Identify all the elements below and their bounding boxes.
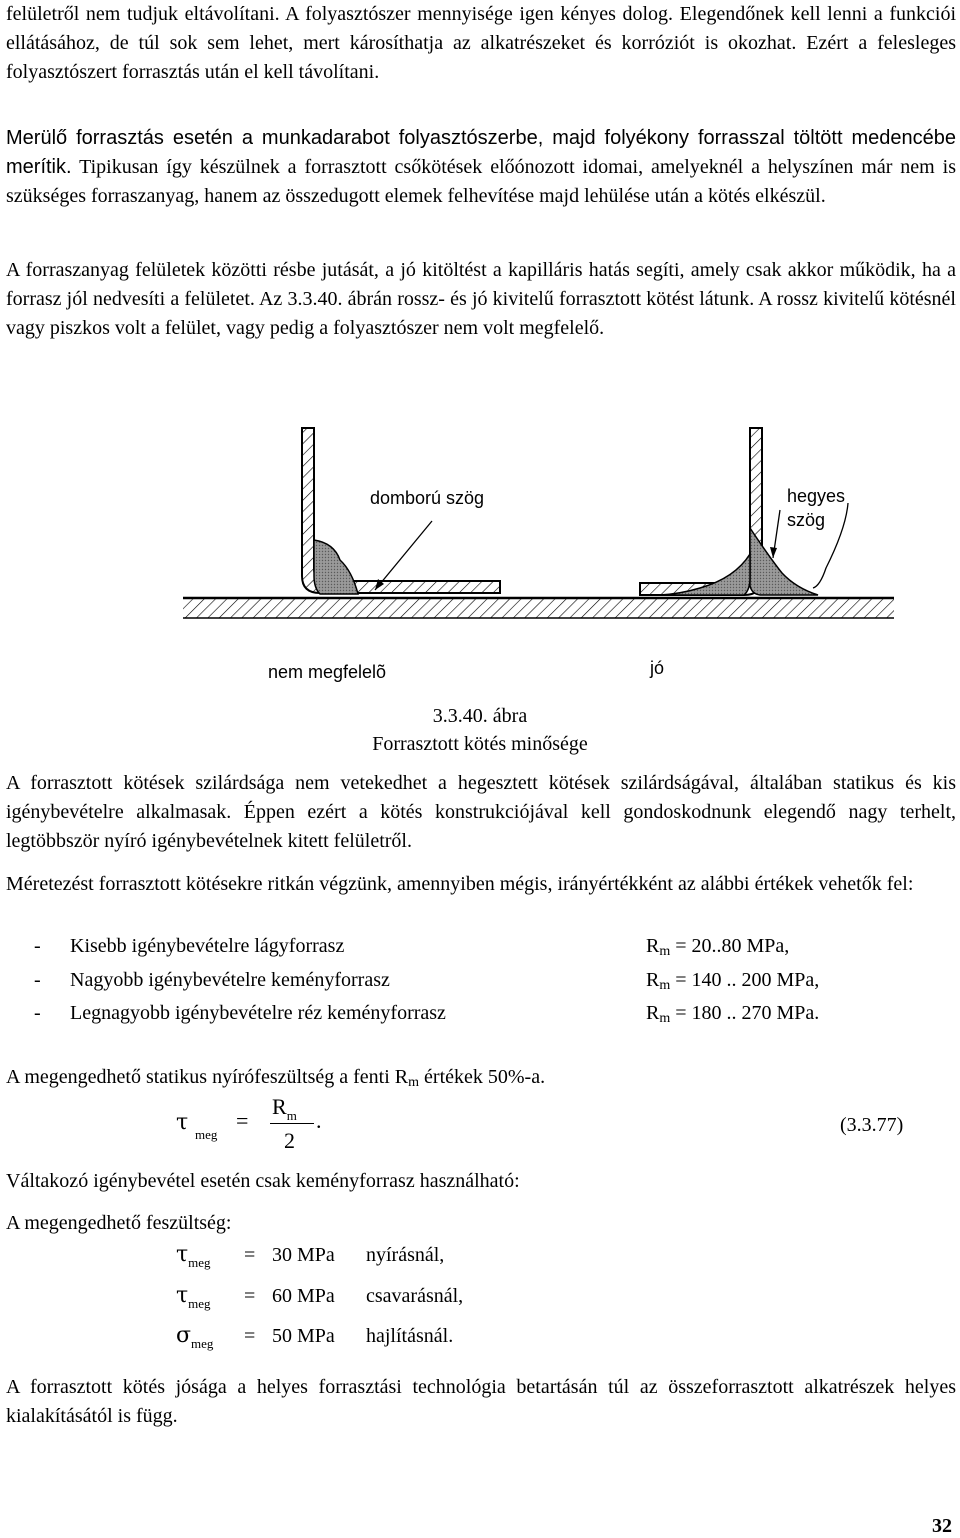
label-convex-angle: domború szög [370, 488, 485, 508]
list-item-label: Legnagyobb igénybevételre réz keményforrasz [70, 1002, 446, 1024]
eq-number: (3.3.77) [840, 1114, 904, 1136]
list-item-label: Nagyobb igénybevételre keményforrasz [70, 969, 390, 991]
page-number: 32 [932, 1515, 952, 1537]
intro-paragraph-1: felületről nem tudjuk eltávolítani. A folyasztószer mennyisége igen kényes dolog. Elegendőnek kell lenni a funkciói ellátásához, de túl sok sem lehet, mert károsíthatja az alkatrészeket és korróziót is okozhat. Ezért a felesleges folyasztószert forrasztás után el kell távolítani. [6, 3, 956, 83]
label-acute-angle-line2: szög [787, 510, 826, 530]
eq-denominator: 2 [284, 1128, 295, 1153]
eq-fraction-bar [270, 1123, 314, 1124]
label-acute-angle [787, 484, 845, 532]
eq-symbol: τ [176, 1110, 189, 1135]
base-plate [183, 598, 894, 618]
figure-caption-number: 3.3.40. ábra [432, 705, 528, 727]
eq-numerator: $R_m$ [272, 1094, 297, 1123]
label-not-appropriate: nem megfelelõ [268, 662, 387, 682]
intro-paragraph-3: A forraszanyag felületek közötti résbe jutását, a jó kitöltést a kapilláris hatás segíti, amely csak akkor működik, ha a forrasz jól nedvesíti a felületet. Az 3.3.40. ábrán rossz- és jó kivitelű forrasztott kötést látunk. A rossz kivitelű kötésnél vagy piszkos volt a felület, vagy pedig a folyasztószer nem volt megfelelő. [6, 259, 956, 339]
figure-solder-joint-quality [0, 418, 960, 718]
list-item-label: Kisebb igénybevételre lágyforrasz [70, 935, 345, 957]
eq-sub: meg [195, 1127, 218, 1142]
intro-paragraph-2 [6, 124, 956, 211]
stress-row-shear: $\tau_{meg}$ = 30 MPa nyírásnál, [176, 1242, 445, 1270]
intro-paragraph-2-rest: Tipikusan így készülnek a forrasztott csőkötések előónozott idomai, amelyeknél a helyszínen már nem is szükséges forraszanyag, hanem az összedugott elemek felhevítése majd lehülése után a kötés elkészül. [6, 156, 956, 207]
body-paragraph-strength: A forrasztott kötések szilárdsága nem vetekedhet a hegesztett kötések szilárdságával, általában statikus és kis igénybevételre alkalmasak. Éppen ezért a kötés konstrukciójával kell gondoskodnunk elegendő nagy terhelt, legtöbbször nyíró igénybevételnek kitett felületről. [6, 772, 956, 852]
body-paragraph-quality: A forrasztott kötés jósága a helyes forrasztási technológia betartásán túl az összeforrasztott alkatrészek helyes kialakításától is függ. [6, 1376, 956, 1427]
figure-caption-title: Forrasztott kötés minősége [372, 733, 588, 755]
list-item-value: $R_m = 180$ .. 270 MPa. [646, 1002, 820, 1026]
body-paragraph-sizing: Méretezést forrasztott kötésekre ritkán végzünk, amennyiben mégis, irányértékként az alábbi értékek vehetők fel: [6, 873, 914, 895]
label-acute-angle-line1: hegyes [787, 486, 846, 506]
list-item-value: $R_m = 140$ .. 200 MPa, [646, 969, 820, 993]
equation-3-3-77 [176, 1095, 956, 1157]
bad-solder-fillet [314, 540, 358, 594]
body-paragraph-allowed-stress: A megengedhető feszültség: [6, 1212, 232, 1234]
eq-dot: . [316, 1108, 322, 1133]
intro-paragraph-2-first: Merülő forrasztás esetén a munkadarabot folyasztószerbe, majd folyékony forrasszal töltött medencébe merítik. [6, 127, 956, 178]
body-paragraph-alternating: Váltakozó igénybevétel esetén csak keményforrasz használható: [6, 1170, 520, 1192]
stress-row-torsion: $\tau_{meg}$ = 60 MPa csavarásnál, [176, 1283, 464, 1311]
eq-equals: = [236, 1108, 249, 1133]
body-paragraph-shear: A megengedhető statikus nyírófeszültség a fenti $R_m$ értékek 50%-a. [6, 1066, 546, 1090]
stress-row-bending: $\sigma_{meg}$ = 50 MPa hajlításnál. [176, 1323, 454, 1351]
solder-joint-diagram [0, 418, 960, 718]
list-item-value: $R_m = 20..80$ MPa, [646, 935, 790, 959]
label-good: jó [650, 658, 665, 678]
arrow-convex [375, 521, 432, 590]
